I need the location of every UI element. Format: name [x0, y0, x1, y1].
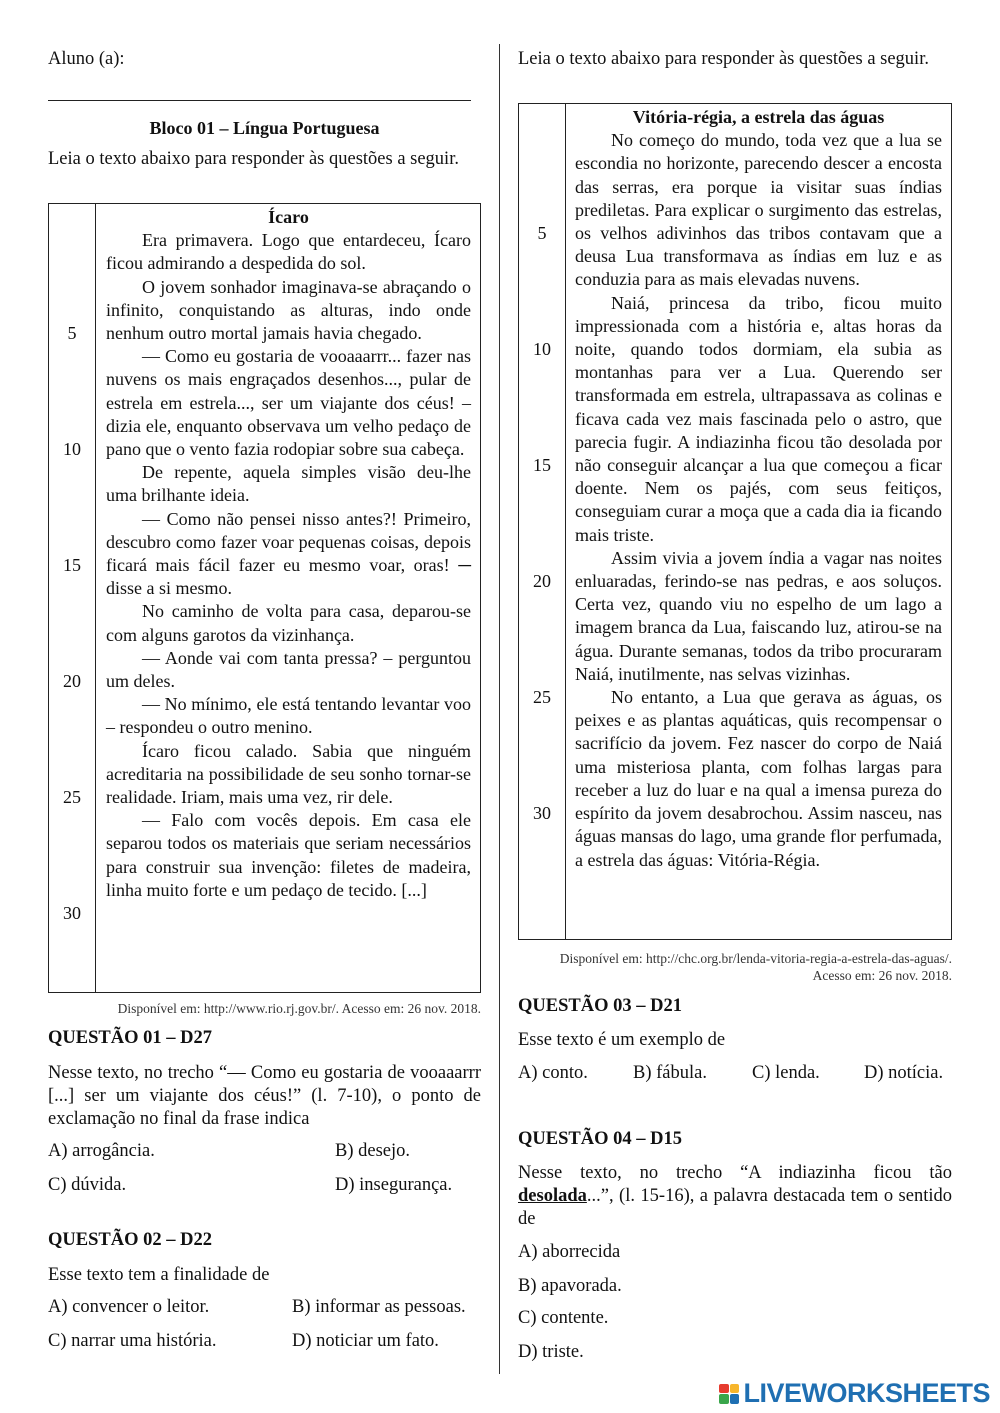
text-box-icaro [48, 203, 481, 993]
highlighted-word: desolada [518, 1186, 587, 1206]
question-prompt: Nesse texto, no trecho “— Como eu gostaria de vooaaarrr [...] ser um viajante dos céus!” (l. 7-10), o ponto de exclamação no final da frase indica [48, 1063, 481, 1129]
option-c[interactable]: C) dúvida. [48, 1175, 127, 1195]
paragraph: O jovem sonhador imaginava-se abraçando o infinito, conquistando as alturas, indo onde nenhum outro mortal jamais havia chegado. [106, 276, 471, 344]
line-number: 25 [63, 787, 81, 807]
block-title: Bloco 01 – Língua Portuguesa [149, 118, 380, 138]
paragraph: No começo do mundo, toda vez que a lua se escondia no horizonte, parecendo descer a encosta das serras, era porque ia visitar suas índias prediletas. Para explicar o surgimento das estrelas, os velhos adivinhos das tribos contavam que a deusa Lua transformava as índias em luz e as conduzia para as mais elevadas nuvens. [575, 130, 942, 290]
paragraph: Assim vivia a jovem índia a vagar nas noites enluaradas, ferindo-se nas pedras, e aos soluços. Certa vez, quando viu no espelho de um lago a imagem branca da Lua, faiscando luz, atirou-se na água. Durante semanas, todos da tribo procuraram Naiá, inutilmente, nas selvas vizinhas. [575, 547, 942, 684]
option-b[interactable]: B) informar as pessoas. [292, 1297, 466, 1317]
logo-square [730, 1384, 740, 1394]
paragraph: Ícaro ficou calado. Sabia que ninguém acreditaria na possibilidade de seu sonho tornar-se realidade. Iriam, mais uma vez, rir dele. [106, 740, 471, 808]
option-a[interactable]: A) arrogância. [48, 1141, 155, 1161]
question-heading: QUESTÃO 04 – D15 [518, 1129, 682, 1149]
paragraph: De repente, aquela simples visão deu-lhe uma brilhante ideia. [106, 462, 471, 506]
prompt-text: ...”, (l. 15-16), a palavra destacada tem o sentido de [518, 1186, 952, 1229]
option-c[interactable]: C) lenda. [752, 1063, 820, 1083]
line-number: 5 [67, 323, 77, 343]
paragraph: — Como não pensei nisso antes?! Primeiro, descubro como fazer voar pequenas coisas, depois ficará mais fácil fazer eu mesmo voar, oras! ─ disse a si mesmo. [106, 508, 471, 599]
question-heading: QUESTÃO 01 – D27 [48, 1028, 212, 1048]
option-d[interactable]: D) notícia. [864, 1063, 944, 1083]
option-a[interactable]: A) convencer o leitor. [48, 1297, 210, 1317]
line-number: 30 [63, 903, 81, 923]
liveworksheets-icon [719, 1384, 739, 1404]
line-number: 25 [533, 687, 551, 707]
paragraph: Era primavera. Logo que entardeceu, Ícaro ficou admirando a despedida do sol. [106, 230, 471, 274]
paragraph: Naiá, princesa da tribo, ficou muito impressionada com a história e, altas horas da noite, quando todos dormiam, ela subia as montanhas para ver a Lua. Querendo ser transformada em estrela, ultrapassava as colinas e ficava cada vez mais fascinada pelo o astro, que parecia fugir. A indiazinha ficou tão desolada por não conseguir alcançar a lua que começou a ficar doente. Nem os pajés, com seus feitiços, conseguiam curar a moça que a cada dia ia ficando mais triste. [575, 292, 942, 545]
logo-square [719, 1384, 729, 1394]
prompt-text: Nesse texto, no trecho “A indiazinha ficou tão [518, 1163, 952, 1183]
question-prompt: Esse texto é um exemplo de [518, 1030, 726, 1050]
text-title: Vitória-régia, a estrela das águas [632, 107, 885, 127]
source-citation: Disponível em: http://www.rio.rj.gov.br/. Acesso em: 26 nov. 2018. [117, 1001, 481, 1016]
question-prompt: Esse texto tem a finalidade de [48, 1265, 270, 1285]
student-name-line[interactable] [48, 100, 471, 101]
option-b[interactable]: B) apavorada. [518, 1276, 622, 1296]
line-numbers [49, 204, 96, 992]
paragraph: — No mínimo, ele está tentando levantar voo – respondeu o outro menino. [106, 694, 471, 738]
line-number: 10 [63, 439, 81, 459]
option-a[interactable]: A) aborrecida [518, 1242, 621, 1262]
student-label: Aluno (a): [48, 49, 125, 69]
option-d[interactable]: D) insegurança. [335, 1175, 453, 1195]
line-numbers [519, 104, 566, 939]
line-number: 15 [63, 555, 81, 575]
question-prompt [518, 1162, 952, 1231]
column-divider [499, 44, 500, 1374]
paragraph: — Aonde vai com tanta pressa? – perguntou um deles. [106, 647, 471, 692]
instruction: Leia o texto abaixo para responder às questões a seguir. [518, 49, 929, 69]
line-number: 20 [63, 671, 81, 691]
line-number: 15 [533, 455, 551, 475]
brand-name: LIVEWORKSHEETS [743, 1378, 990, 1408]
paragraph: — Falo com vocês depois. Em casa ele separou todos os materiais que seriam necessários para construir sua invenção: filetes de madeira, linha muito forte e um pedaço de tecido. [...] [106, 810, 471, 900]
text-body [575, 106, 942, 872]
option-d[interactable]: D) triste. [518, 1342, 584, 1362]
logo-square [719, 1394, 729, 1404]
line-number: 30 [533, 803, 551, 823]
source-citation: Disponível em: http://chc.org.br/lenda-vitoria-regia-a-estrela-das-aguas/. Acesso em: 26 nov. 2018. [559, 951, 952, 983]
line-number: 20 [533, 571, 551, 591]
paragraph: No entanto, a Lua que gerava as águas, os peixes e as plantas aquáticas, quis recompensar o sacrifício da jovem. Fez nascer do corpo de Naiá uma misteriosa planta, com folhas largas para receber a luz do luar e na qual a imensa pureza do espírito da jovem desabrochou. Assim nasceu, nas águas mansas do lago, uma grande flor perfumada, a estrela das águas: Vitória-Régia. [575, 687, 942, 870]
option-a[interactable]: A) conto. [518, 1063, 588, 1083]
text-box-vitoria-regia [518, 103, 952, 940]
option-c[interactable]: C) contente. [518, 1308, 609, 1328]
question-heading: QUESTÃO 02 – D22 [48, 1230, 212, 1250]
paragraph: No caminho de volta para casa, deparou-se com alguns garotos da vizinhança. [106, 601, 471, 645]
line-number: 5 [537, 223, 547, 243]
option-c[interactable]: C) narrar uma história. [48, 1331, 217, 1351]
question-heading: QUESTÃO 03 – D21 [518, 996, 682, 1016]
liveworksheets-logo[interactable] [719, 1378, 990, 1409]
paragraph: — Como eu gostaria de vooaaarrr... fazer nas nuvens os mais engraçados desenhos..., pular de estrela em estrela..., ser um viajante dos céus! – dizia ele, enquanto observava um velho pedaço de pano que o vento fazia rodopiar sobre sua cabeça. [106, 346, 471, 460]
text-body [106, 206, 471, 902]
option-b[interactable]: B) fábula. [633, 1063, 707, 1083]
option-b[interactable]: B) desejo. [335, 1141, 411, 1161]
option-d[interactable]: D) noticiar um fato. [292, 1331, 439, 1351]
line-number: 10 [533, 339, 551, 359]
instruction: Leia o texto abaixo para responder às questões a seguir. [48, 149, 459, 169]
text-title: Ícaro [268, 207, 309, 227]
logo-square [730, 1394, 740, 1404]
